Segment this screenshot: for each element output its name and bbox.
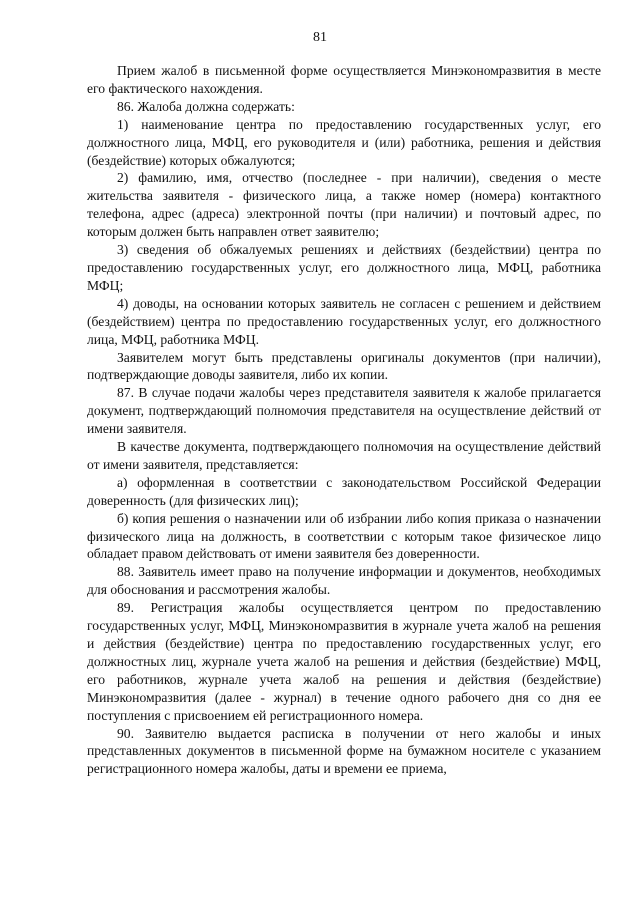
paragraph-87: 87. В случае подачи жалобы через представителя заявителя к жалобе прилагается документ, подтверждающий полномочия представителя на осуществление действий от имени заявителя. [87,385,601,437]
document-body [87,62,601,778]
paragraph-intro: Прием жалоб в письменной форме осуществляется Минэкономразвития в месте его фактического нахождения. [87,63,601,96]
paragraph-88: 88. Заявитель имеет право на получение информации и документов, необходимых для обоснования и рассмотрения жалобы. [87,564,601,598]
paragraph-87-item-a: а) оформленная в соответствии с законодательством Российской Федерации доверенность (для физических лиц); [87,474,601,508]
paragraph-86-item-1: 1) наименование центра по предоставлению государственных услуг, его должностного лица, МФЦ, его руководителя и (или) работника, решения и действия (бездействие) которых обжалуются; [87,116,601,168]
paragraph-87-docs: В качестве документа, подтверждающего полномочия на осуществление действий от имени заявителя, представляется: [87,439,601,472]
paragraph-86: 86. Жалоба должна содержать: [117,98,295,114]
paragraph-86-item-3: 3) сведения об обжалуемых решениях и действиях (бездействии) центра по предоставлению государственных услуг, его должностного лица, МФЦ, работника МФЦ; [87,242,601,293]
page-number: 81 [313,30,327,45]
paragraph-89: 89. Регистрация жалобы осуществляется центром по предоставлению государственных услуг, МФЦ, Минэкономразвития в журнале учета жалоб на решения и действия (бездействие) центра по предоставлению государственных услуг, его должностных лиц, журнале учета жалоб на решения и действия (бездействие) МФЦ, его работников, журнале учета жалоб на решения и действия (бездействие) Минэкономразвития (далее - журнал) в течение одного рабочего дня со дня ее поступления с присвоением ей регистрационного номера. [87,600,601,723]
paragraph-86-note: Заявителем могут быть представлены оригиналы документов (при наличии), подтверждающие доводы заявителя, либо их копии. [87,349,601,383]
paragraph-86-item-2: 2) фамилию, имя, отчество (последнее - при наличии), сведения о месте жительства заявителя - физического лица, а также номер (номера) контактного телефона, адрес (адреса) электронной почты (при наличии) и почтовый адрес, по которым должен быть направлен ответ заявителю; [87,170,601,240]
paragraph-90: 90. Заявителю выдается расписка в получении от него жалобы и иных представленных документов в письменной форме на бумажном носителе с указанием регистрационного номера жалобы, даты и времени ее приема, [87,725,601,777]
paragraph-87-item-b: б) копия решения о назначении или об избрании либо копия приказа о назначении физического лица на должность, в соответствии с которым такое физическое лицо обладает правом действовать от имени заявителя без доверенности. [87,510,601,562]
paragraph-86-item-4: 4) доводы, на основании которых заявитель не согласен с решением и действием (бездействием) центра по предоставлению государственных услуг, его должностного лица, МФЦ, работника МФЦ. [87,295,601,347]
